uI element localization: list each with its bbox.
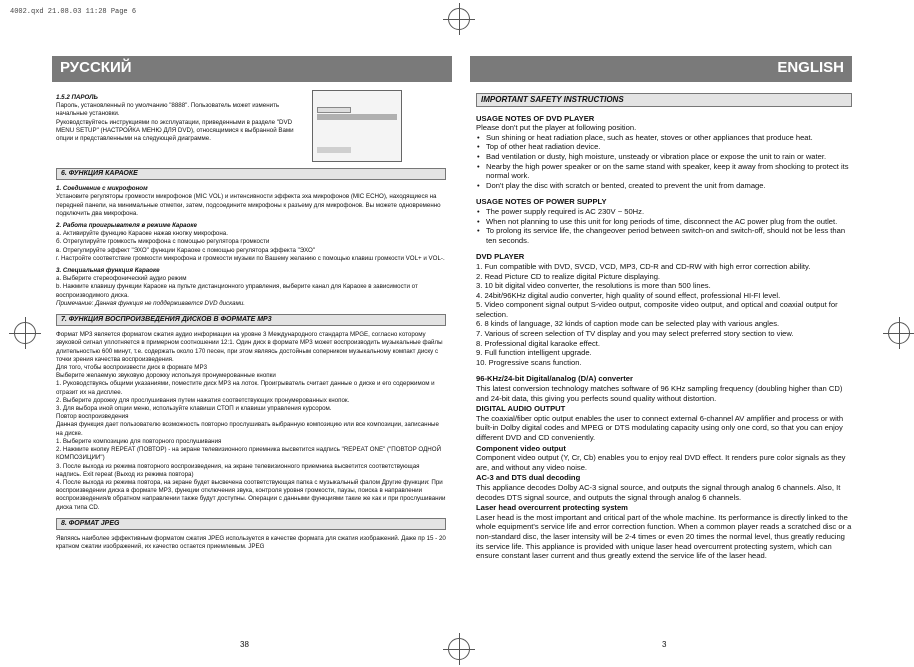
- karaoke-section-title: 6. ФУНКЦИЯ КАРАОКЕ: [56, 168, 446, 180]
- ac3-text: This appliance decodes Dolby AC-3 signal source, and outputs the signal through analog 6 channels. Also, It decodes DTS signal source, and outputs the signal through analog 6 channels.: [476, 482, 841, 502]
- karaoke-sub-3: 3. Специальная функция Караоке: [56, 267, 160, 275]
- list-item: 8. Professional digital karaoke effect.: [476, 338, 600, 348]
- karaoke-step-c: в. Отрегулируйте эффект "ЭХО" функции Караоке с помощью регулятора эффекта "ЭХО": [56, 246, 315, 254]
- password-menu-diagram: [312, 90, 402, 162]
- diagram-highlight-bar: [317, 114, 397, 120]
- mp3-text-2: Для того, чтобы воспроизвести диск в формате MP3: [56, 364, 208, 372]
- list-item: 7. Various of screen selection of TV display and you may select preferred story section to view.: [476, 329, 794, 339]
- list-item: 5. Video component signal output S-video output, composite video output, and optical and coaxial output for selection.: [476, 300, 838, 319]
- registration-mark-top: [448, 8, 470, 30]
- usage-player-intro: Please don't put the player at following position.: [476, 123, 637, 133]
- russian-column: [56, 90, 446, 551]
- registration-mark-right: [888, 322, 910, 344]
- mp3-section-title: 7. ФУНКЦИЯ ВОСПРОИЗВЕДЕНИЯ ДИСКОВ В ФОРМАТЕ MP3: [56, 314, 446, 326]
- list-item: 1. Fun compatible with DVD, SVCD, VCD, MP3, CD-R and CD-RW with high error correction ability.: [476, 261, 811, 271]
- page-number-right: 3: [662, 640, 667, 649]
- list-item: 9. Full function intelligent upgrade.: [476, 348, 592, 358]
- mp3-text-5: 2. Выберите дорожку для прослушивания путем нажатия соответствующих пронумерованных кнопок.: [56, 396, 350, 404]
- mp3-text-3: Выберите желаемую звуковую дорожку используя пронумерованные кнопки: [56, 372, 276, 380]
- mp3-text-11: 3. После выхода из режима повторного воспроизведения, на экране телевизионного приемника высветится соответствующая надпись. Exit repeat (Выход из режима повтора): [56, 462, 420, 478]
- list-item: • Top of other heat radiation device.: [476, 142, 852, 152]
- karaoke-sub-2: 2. Работа проигрывателя в режиме Караоке: [56, 222, 197, 230]
- header-band-english: [470, 56, 852, 82]
- cvo-heading: Component video output: [476, 443, 566, 453]
- usage-power-list: [476, 207, 852, 245]
- ac3-heading: AC-3 and DTS dual decoding: [476, 473, 581, 483]
- dvd-player-heading: DVD PLAYER: [476, 252, 525, 262]
- mp3-text-12: 4. После выхода из режима повтора, на экране будет высвечена соответствующая папка с музыкальный фалом Другие функции: При воспроизведении диска в формате MP3, функции отключения звука, контроля уровня громкости, паузы, поиска в направлении воспроизведения/в обратном направлении также будут доступны. Операции с данными функциями такие же как и при прослушивании диска типа CD.: [56, 478, 446, 511]
- karaoke-sub-1: 1. Соединение с микрофоном: [56, 185, 148, 193]
- list-item: 4. 24bit/96KHz digital audio converter, high quality of sound effect, professional HI-FI level.: [476, 290, 781, 300]
- mp3-text-8: Данная функция дает пользователю возможность повторно прослушивать выбранную композицию или все композиции, записанные на диске.: [56, 421, 439, 437]
- mp3-text-4: 1. Руководствуясь общими указаниями, поместите диск MP3 на лоток. Проигрыватель считает данные о диске и его содержимом и отразит их на дисплее.: [56, 380, 435, 396]
- password-heading: 1.5.2 ПАРОЛЬ: [56, 94, 98, 101]
- diagram-field: [317, 107, 351, 113]
- usage-player-heading: USAGE NOTES OF DVD PLAYER: [476, 113, 595, 123]
- password-text-2: Руководствуйтесь инструкциями по эксплуатации, приведенными в разделе "DVD MENU SETUP" (НАСТРОЙКА МЕНЮ ДЛЯ DVD), относящимися к выбранной Вами опции и представленными на следующей диаграмме.: [56, 118, 294, 143]
- dao-text: The coaxial/fiber optic output enables the user to connect external 6-channel AV amplifier and process or with built-in Dolby digital codes and MPEG or DTS modulating capacity using only one cord, so that you can enjoy different DVD and CD conveniently.: [476, 413, 844, 442]
- header-band-russian: [52, 56, 452, 82]
- karaoke-special-b: b. Нажмите клавишу функции Караоке на пульте дистанционного управления, выберите канал для Караоке в зависимости от воспроизводимого диска.: [56, 283, 418, 299]
- list-item: 3. 10 bit digital video converter, the resolutions is more than 500 lines.: [476, 281, 711, 291]
- list-item: • Don't play the disc with scratch or bented, created to prevent the unit from damage.: [476, 181, 852, 191]
- karaoke-step-a: а. Активируйте функцию Караоке нажав кнопку микрофона.: [56, 230, 228, 238]
- list-item: • Sun shining or heat radiation place, such as heater, stoves or other appliances that produce heat.: [476, 133, 852, 143]
- diagram-footer-bar: [317, 147, 351, 153]
- mp3-text-6: 3. Для выбора иной опции меню, используйте клавиши СТОП и клавиши управления курсором.: [56, 405, 332, 413]
- karaoke-text-1: Установите регуляторы громкости микрофонов (MIC VOL) и интенсивности эффекта эха микрофонов (MIC ECHO), находящиеся на передней панели, на минимальные отметки, затем, подсоедините микрофоны к разъему для микрофонов. Вы можете одновременно подключить два микрофона.: [56, 193, 441, 217]
- laser-text: Laser head is the most important and critical part of the whole machine. Its performance is directly linked to the whole equipment's service life and error correction function. When a common player reads a scratched disc or a non-standard disc, the laser intensity will be 2-4 times or even 20 times the normal level, thus greatly reducing its service life. This appliance is provided with unique laser head overcurrent protecting system, which can ensure constant laser current and thus greatly extend the service life of the laser head.: [476, 512, 852, 561]
- mp3-text-9: 1. Выберите композицию для повторного прослушивания: [56, 437, 222, 445]
- safety-section-title: IMPORTANT SAFETY INSTRUCTIONS: [476, 93, 852, 107]
- karaoke-step-b: б. Отрегулируйте громкость микрофона с помощью регулятора громкости: [56, 238, 270, 246]
- karaoke-special-a: а. Выберите стереофонический аудио режим: [56, 275, 187, 283]
- khz-heading: 96-KHz/24-bit Digital/analog (D/A) converter: [476, 374, 633, 384]
- page-number-left: 38: [240, 640, 249, 649]
- list-item: • Nearby the high power speaker or on the same stand with speaker, keep it away from shocking to protect its normal work.: [476, 162, 852, 181]
- english-column: [476, 90, 852, 561]
- list-item: • When not planning to use this unit for long periods of time, disconnect the AC power plug from the outlet.: [476, 217, 852, 227]
- usage-player-list: [476, 133, 852, 191]
- karaoke-note: Примечание: Данная функция не поддерживается DVD дисками.: [56, 299, 245, 307]
- list-item: 10. Progressive scans function.: [476, 357, 582, 367]
- jpeg-text-1: Являясь наиболее эффективным форматом сжатия JPEG используется в качестве формата для сжатия изображений. Даже пр 15 - 20 кратном сжатии изображений, их качество остается приемлемым. JPEG: [56, 534, 446, 551]
- registration-mark-bottom: [448, 638, 470, 660]
- cvo-text: Component video output (Y, Cr, Cb) enables you to enjoy real DVD effect. It renders pure color signals as they are, and without any video noise.: [476, 453, 846, 472]
- dao-heading: DIGITAL AUDIO OUTPUT: [476, 404, 566, 414]
- khz-text: This latest conversion technology matches software of 96 KHz sampling frequency (doubling higher than CD) and 24-bit data, this giving you perfects sound quality without distortion.: [476, 384, 843, 403]
- mp3-text-10: 2. Нажмите кнопку REPEAT (ПОВТОР) - на экране телевизионного приемника высветится надпись "REPEAT ONE" ("ПОВТОР ОДНОЙ КОМПОЗИЦИИ"): [56, 446, 442, 462]
- list-item: • The power supply required is AC 230V ~ 50Hz.: [476, 207, 852, 217]
- password-section: [56, 90, 446, 162]
- mp3-text-1: Формат MP3 является форматом сжатия аудио информации на уровне 3 Международного стандарта MPGE, согласно которому звуковой сигнал уплотняется в примерном соотношении 12:1. Один диск в формате MP3 может воспроизводить музыкальные файлы длительностью 600 минут, т.е. содержать около 170 песен, при этом являясь достойным соперником музыкальному компакт диску с точки зрения качества воспроизведения.: [56, 331, 443, 363]
- header-title-english: ENGLISH: [777, 59, 844, 76]
- list-item: • To prolong its service life, the changeover period between switch-on and switch-off, should not be less than ten seconds.: [476, 226, 852, 245]
- registration-mark-left: [14, 322, 36, 344]
- laser-heading: Laser head overcurrent protecting system: [476, 503, 628, 513]
- mp3-text-7: Повтор воспроизведения: [56, 413, 129, 421]
- print-slug: 4002.qxd 21.08.03 11:28 Page 6: [10, 8, 137, 16]
- password-text-1: Пароль, установленный по умолчанию "8888". Пользователь может изменить начальные установки.: [56, 102, 280, 118]
- list-item: 6. 8 kinds of language, 32 kinds of caption mode can be selected play with various angles.: [476, 319, 780, 329]
- list-item: • Bad ventilation or dusty, high moisture, unsteady or vibration place or expose the unit to rain or water.: [476, 152, 852, 162]
- usage-power-heading: USAGE NOTES OF POWER SUPPLY: [476, 197, 607, 207]
- header-title-russian: РУССКИЙ: [60, 59, 132, 76]
- jpeg-section-title: 8. ФОРМАТ JPEG: [56, 518, 446, 530]
- karaoke-step-d: г. Настройте соответствие громкости микрофона и громкости музыки по Вашему желанию с помощью клавиш громкости VOL+ и VOL-.: [56, 254, 445, 262]
- list-item: 2. Read Picture CD to realize digital Picture displaying.: [476, 271, 661, 281]
